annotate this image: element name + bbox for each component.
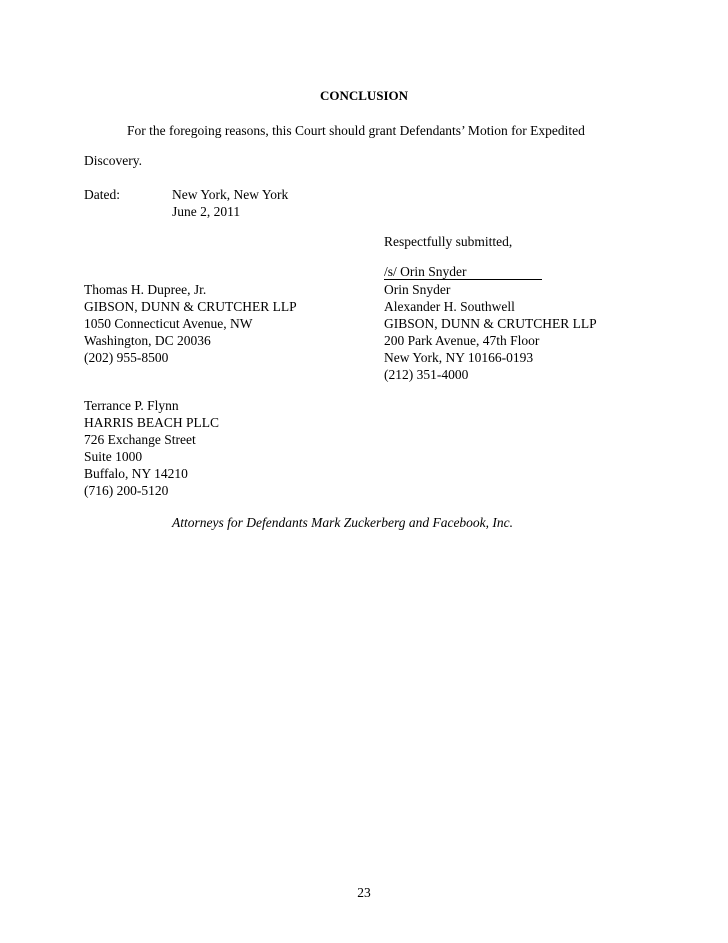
right-counsel-line: (212) 351-4000 — [384, 367, 469, 382]
local-counsel-block — [84, 397, 219, 499]
local-counsel-line: Suite 1000 — [84, 449, 143, 464]
local-counsel-line: HARRIS BEACH PLLC — [84, 415, 220, 430]
dated-label: Dated: — [84, 187, 120, 202]
local-counsel-line: (716) 200-5120 — [84, 483, 169, 498]
dated-location: New York, New York — [172, 187, 289, 202]
left-counsel-block — [84, 281, 297, 366]
left-counsel-line: 1050 Connecticut Avenue, NW — [84, 316, 253, 331]
right-counsel-block — [384, 281, 597, 383]
paragraph-line-2: Discovery. — [84, 153, 142, 168]
right-counsel-line: New York, NY 10166-0193 — [384, 350, 534, 365]
right-counsel-line: Alexander H. Southwell — [384, 299, 515, 314]
paragraph-line-1: For the foregoing reasons, this Court should grant Defendants’ Motion for Expedited — [127, 123, 585, 138]
local-counsel-line: Terrance P. Flynn — [84, 398, 179, 413]
right-counsel-line: Orin Snyder — [384, 282, 451, 297]
closing-phrase: Respectfully submitted, — [384, 234, 513, 249]
page-number: 23 — [357, 885, 371, 900]
left-counsel-line: GIBSON, DUNN & CRUTCHER LLP — [84, 299, 297, 314]
left-counsel-line: Washington, DC 20036 — [84, 333, 211, 348]
left-counsel-line: (202) 955-8500 — [84, 350, 169, 365]
attorneys-for-line: Attorneys for Defendants Mark Zuckerberg and Facebook, Inc. — [172, 515, 514, 530]
left-counsel-line: Thomas H. Dupree, Jr. — [84, 282, 207, 297]
section-heading: CONCLUSION — [319, 88, 409, 103]
right-counsel-line: GIBSON, DUNN & CRUTCHER LLP — [384, 316, 597, 331]
dated-date: June 2, 2011 — [172, 204, 241, 219]
signature-line: /s/ Orin Snyder — [384, 263, 542, 280]
local-counsel-line: Buffalo, NY 14210 — [84, 466, 188, 481]
local-counsel-line: 726 Exchange Street — [84, 432, 196, 447]
right-counsel-line: 200 Park Avenue, 47th Floor — [384, 333, 540, 348]
